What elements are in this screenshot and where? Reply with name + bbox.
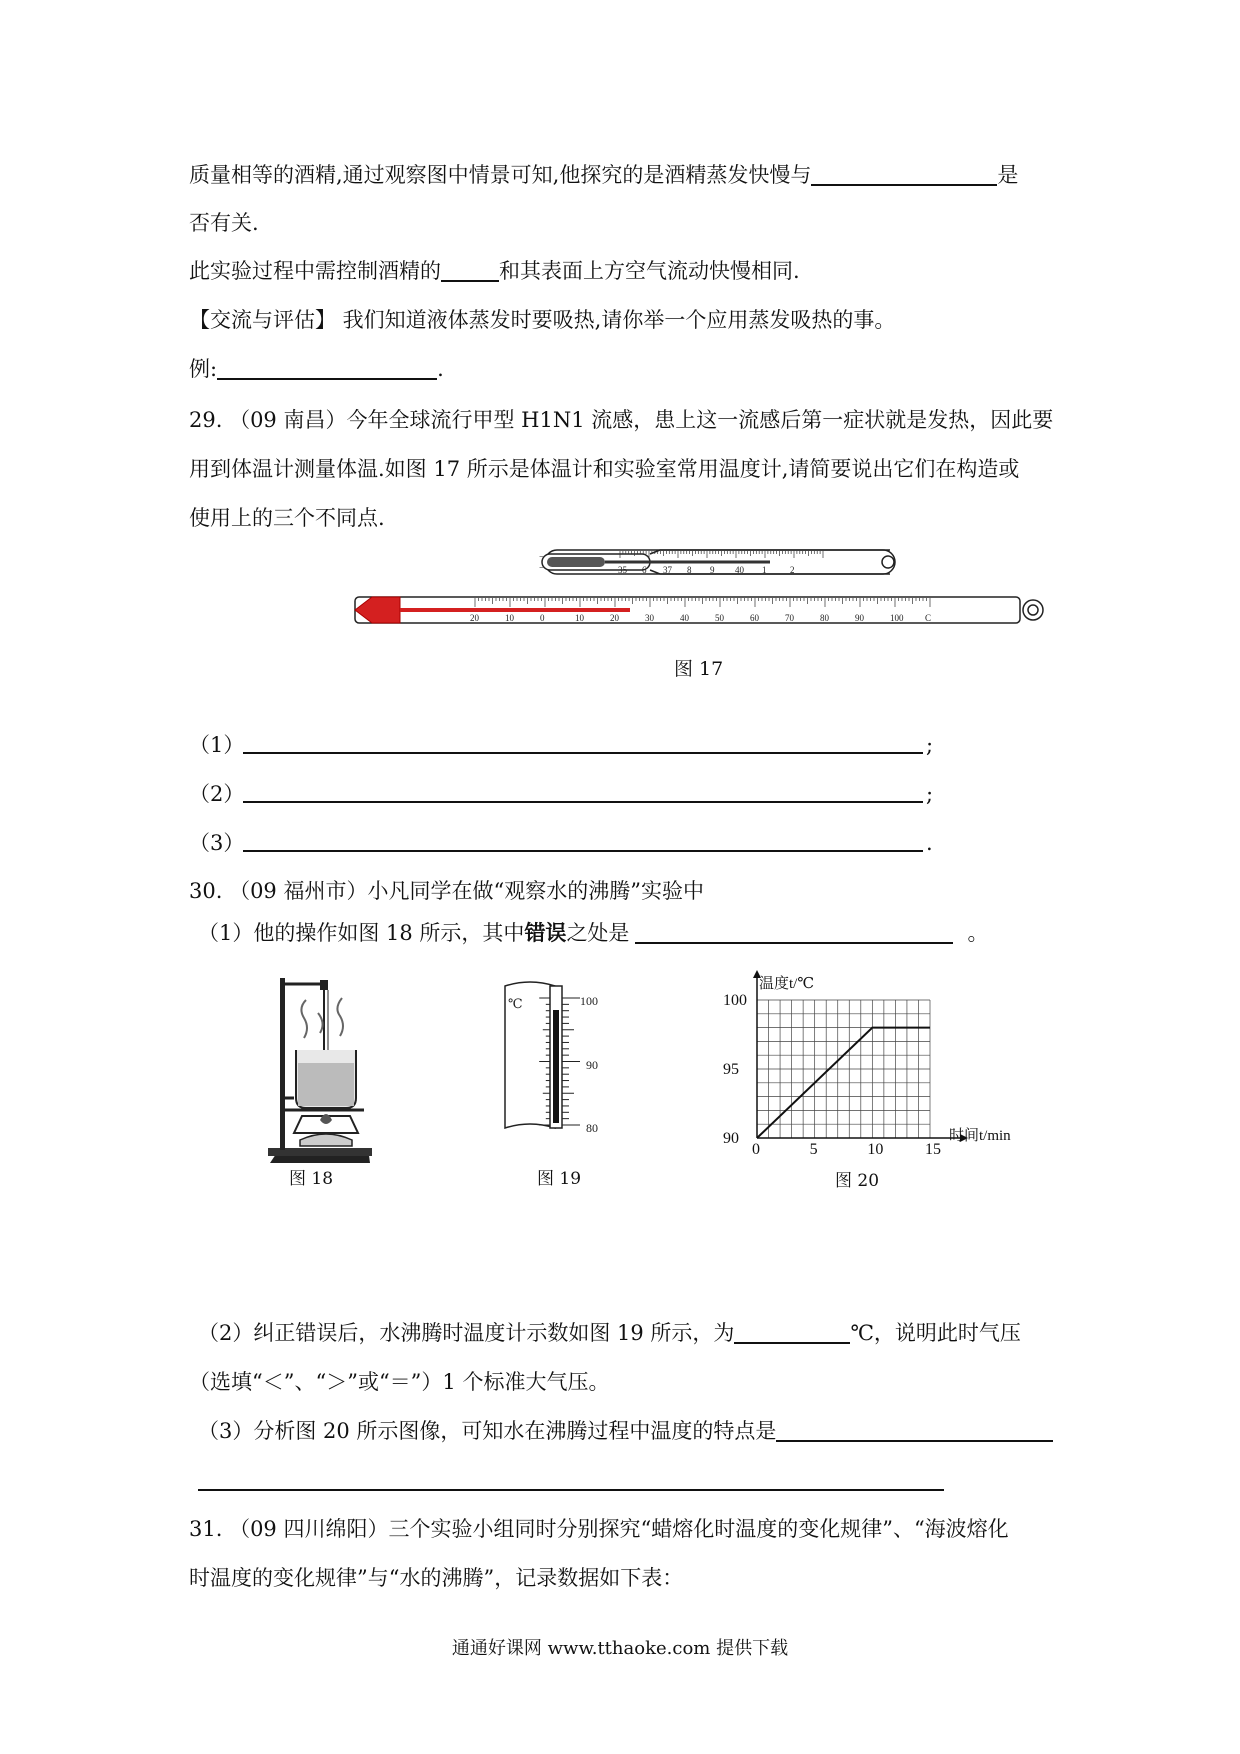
q30-blank-feature-b[interactable] bbox=[198, 1489, 944, 1491]
q28-text-end: 是 bbox=[997, 163, 1019, 187]
lab-tick-label: 80 bbox=[820, 613, 829, 623]
q29-answer-3-label: （3） bbox=[189, 831, 245, 855]
q29-line3: 使用上的三个不同点. bbox=[189, 506, 385, 530]
chart-x-tick-label: 10 bbox=[867, 1141, 884, 1158]
q29-answer-1-label: （1） bbox=[189, 733, 245, 757]
chart-y-tick-label: 95 bbox=[723, 1061, 739, 1078]
q29-answer-2-label: （2） bbox=[189, 782, 245, 806]
clinical-tick-label: 40 bbox=[735, 565, 744, 575]
q29-answer-3-end: . bbox=[926, 831, 933, 855]
lab-thermometer bbox=[355, 597, 1043, 623]
chart-x-tick-label: 15 bbox=[925, 1141, 941, 1158]
q28-blank-example[interactable] bbox=[217, 356, 437, 380]
chart-y-tick-label: 100 bbox=[723, 992, 747, 1009]
clinical-tick-label: 6 bbox=[642, 565, 647, 575]
figure-18-caption: 图 18 bbox=[289, 1169, 334, 1189]
q29-answer-1-blank[interactable] bbox=[243, 752, 923, 754]
q30-part1-emphasis: 错误 bbox=[524, 920, 567, 945]
figure-19-thermometer bbox=[500, 978, 615, 1133]
q30-part3-text: （3）分析图 20 所示图像，可知水在沸腾过程中温度的特点是 bbox=[198, 1419, 777, 1443]
q28-blank-factor[interactable] bbox=[811, 162, 997, 186]
clinical-thermometer bbox=[537, 550, 895, 575]
q28-text: 质量相等的酒精,通过观察图中情景可知,他探究的是酒精蒸发快慢与 bbox=[189, 163, 812, 187]
lab-tick-label: 50 bbox=[715, 613, 724, 623]
q30-part3 bbox=[198, 1416, 1053, 1446]
lab-tick-label: 10 bbox=[575, 613, 584, 623]
lab-tick-label: C bbox=[925, 613, 932, 623]
lab-tick-label: 30 bbox=[645, 613, 654, 623]
clinical-tick-label: 9 bbox=[710, 565, 715, 575]
q30-blank-error[interactable] bbox=[635, 920, 953, 944]
figure-18-apparatus bbox=[260, 968, 380, 1168]
q30-part2-text: ℃，说明此时气压 bbox=[850, 1321, 1021, 1345]
q28-text: 和其表面上方空气流动快慢相同. bbox=[499, 259, 800, 283]
q30-part2-text: （2）纠正错误后，水沸腾时温度计示数如图 19 所示，为 bbox=[198, 1321, 735, 1345]
clinical-tick-label: 8 bbox=[687, 565, 692, 575]
figure-17-caption: 图 17 bbox=[674, 658, 724, 680]
q29-line2: 用到体温计测量体温.如图 17 所示是体温计和实验室常用温度计,请简要说出它们在构造或 bbox=[189, 457, 1020, 481]
figure-20-chart bbox=[715, 968, 1055, 1168]
lab-tick-label: 10 bbox=[505, 613, 514, 623]
q30-part1-end: 。 bbox=[967, 921, 989, 945]
chart-y-tick-label: 90 bbox=[723, 1130, 739, 1147]
lab-tick-label: 20 bbox=[470, 613, 479, 623]
q29-answer-2-blank[interactable] bbox=[243, 801, 923, 803]
q31-line2: 时温度的变化规律”与“水的沸腾”，记录数据如下表： bbox=[189, 1566, 684, 1590]
lab-tick-label: 90 bbox=[855, 613, 864, 623]
q29-line1: 29. （09 南昌）今年全球流行甲型 H1N1 流感，患上这一流感后第一症状就是发热，因此要 bbox=[189, 408, 1054, 432]
clinical-tick-label: 37 bbox=[663, 565, 672, 575]
lab-tick-label: 40 bbox=[680, 613, 689, 623]
q30-blank-feature-a[interactable] bbox=[776, 1418, 1053, 1442]
lab-tick-label: 60 bbox=[750, 613, 759, 623]
q30-part2-line2: （选填“＜”、“＞”或“＝”）1 个标准大气压。 bbox=[189, 1370, 610, 1394]
lab-tick-label: 0 bbox=[540, 613, 545, 623]
q28-line2: 否有关. bbox=[189, 211, 259, 235]
fig19-tick-100: 100 bbox=[580, 994, 598, 1008]
chart-x-tick-label: 5 bbox=[809, 1141, 818, 1158]
q28-line3 bbox=[189, 256, 800, 286]
figure-20-caption: 图 20 bbox=[835, 1171, 880, 1191]
q30-blank-temperature[interactable] bbox=[734, 1320, 850, 1344]
chart-x-label: 时间t/min bbox=[949, 1128, 1011, 1144]
q30-part1-text: （1）他的操作如图 18 所示，其中 bbox=[198, 921, 525, 945]
fig19-unit: ℃ bbox=[508, 996, 523, 1011]
clinical-tick-label: 35 bbox=[618, 565, 627, 575]
fig19-tick-90: 90 bbox=[586, 1058, 598, 1072]
figure-19-caption: 图 19 bbox=[537, 1169, 582, 1189]
q30-part2 bbox=[198, 1318, 1021, 1348]
clinical-tick-label: 2 bbox=[790, 565, 795, 575]
clinical-tick-label: 1 bbox=[762, 565, 767, 575]
q30-line1: 30. （09 福州市）小凡同学在做“观察水的沸腾”实验中 bbox=[189, 879, 704, 903]
page-footer: 通通好课网 www.tthaoke.com 提供下载 bbox=[451, 1638, 789, 1659]
fig19-tick-80: 80 bbox=[586, 1121, 598, 1133]
chart-y-label: 温度t/℃ bbox=[759, 976, 815, 992]
q28-example-label: 例: bbox=[189, 357, 218, 381]
q28-text: 此实验过程中需控制酒精的 bbox=[189, 259, 441, 283]
q29-answer-2-end: ; bbox=[926, 782, 934, 806]
figure-17-thermometers bbox=[350, 545, 1050, 635]
q30-part1 bbox=[198, 918, 988, 948]
q29-answer-3-blank[interactable] bbox=[243, 850, 923, 852]
q28-line4: 【交流与评估】 我们知道液体蒸发时要吸热,请你举一个应用蒸发吸热的事。 bbox=[189, 308, 896, 332]
chart-x-tick-label: 0 bbox=[752, 1141, 760, 1158]
lab-tick-label: 70 bbox=[785, 613, 794, 623]
q28-line5 bbox=[189, 354, 444, 384]
lab-tick-label: 20 bbox=[610, 613, 619, 623]
q28-text-end: . bbox=[437, 357, 444, 381]
q31-line1: 31. （09 四川绵阳）三个实验小组同时分别探究“蜡熔化时温度的变化规律”、“海波熔化 bbox=[189, 1517, 1009, 1541]
lab-tick-label: 100 bbox=[890, 613, 904, 623]
chart-grid bbox=[757, 1000, 930, 1138]
q29-answer-1-end: ; bbox=[926, 733, 934, 757]
chart-tick-labels bbox=[723, 992, 941, 1158]
q28-blank-control[interactable] bbox=[441, 258, 499, 282]
q28-line1 bbox=[189, 160, 1018, 190]
q30-part1-text: 之处是 bbox=[566, 921, 630, 945]
